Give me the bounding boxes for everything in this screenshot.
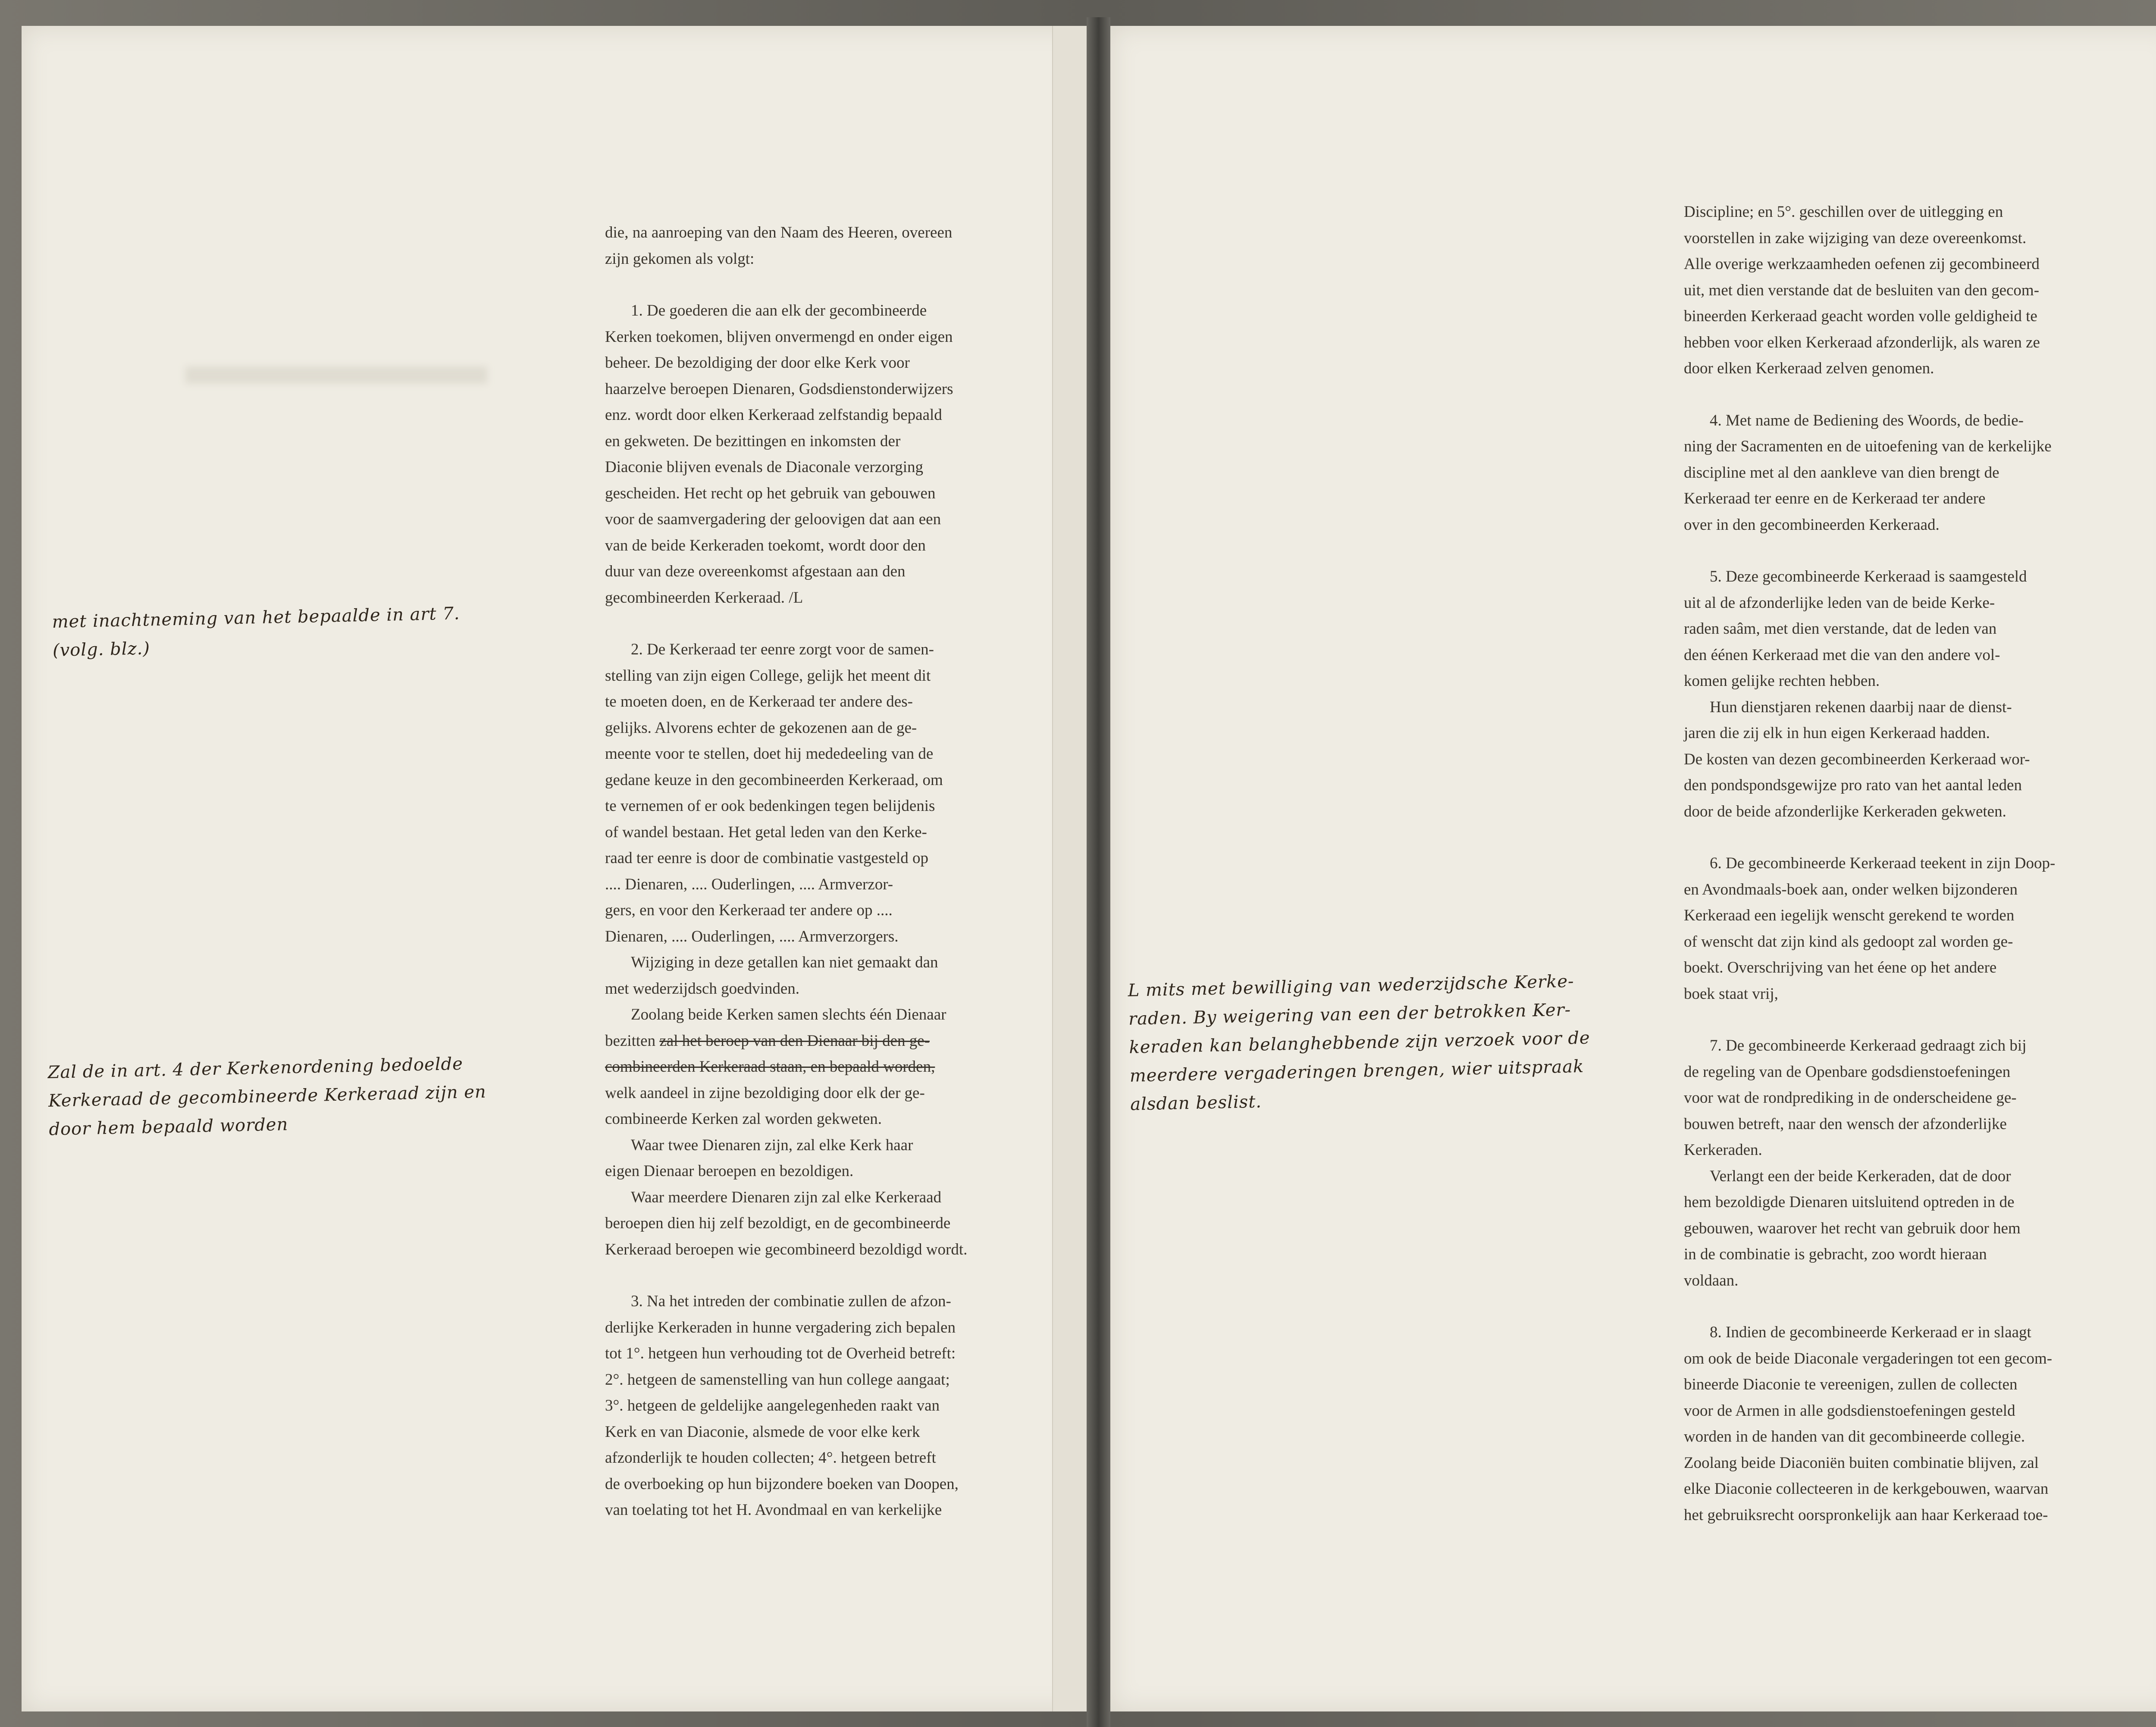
text-line: boek staat vrij,: [1684, 985, 1778, 1003]
handwritten-note-2: [47, 1047, 601, 1144]
text-line: Kerkeraad een iegelijk wenscht gerekend te worden: [1684, 907, 2015, 924]
text-line: voor wat de rondprediking in de onderscheidene ge-: [1684, 1089, 2017, 1107]
text-line: komen gelijke rechten hebben.: [1684, 672, 1880, 690]
page-edge-strip: [1052, 26, 1087, 1711]
article-3-start: 3. Na het intreden der combinatie zullen de afzon-: [631, 1292, 951, 1310]
text-line: raden saâm, met dien verstande, dat de leden van: [1684, 620, 1997, 638]
text-line: het gebruiksrecht oorspronkelijk aan haar Kerkeraad toe-: [1684, 1506, 2048, 1524]
text-line: derlijke Kerkeraden in hunne vergadering zich bepalen: [605, 1318, 956, 1336]
text-line: den éénen Kerkeraad met die van den andere vol-: [1684, 646, 2000, 664]
text-line: De kosten van dezen gecombineerden Kerkeraad wor-: [1684, 750, 2030, 768]
text-line: bineerden Kerkeraad geacht worden volle geldigheid te: [1684, 307, 2037, 325]
text-line: eigen Dienaar beroepen en bezoldigen.: [605, 1162, 854, 1180]
text-line: stelling van zijn eigen College, gelijk het meent dit: [605, 666, 931, 685]
text-line: Diaconie blijven evenals de Diaconale verzorging: [605, 458, 923, 476]
text-line: combineerden Kerkeraad staan, en bepaald worden,: [605, 1058, 935, 1076]
text-line: en gekweten. De bezittingen en inkomsten der: [605, 432, 901, 450]
text-line: uit al de afzonderlijke leden van de beide Kerke-: [1684, 594, 1995, 612]
text-line: gescheiden. Het recht op het gebruik van gebouwen: [605, 484, 936, 502]
text-line: Kerkeraad ter eenre en de Kerkeraad ter andere: [1684, 490, 1986, 507]
text-line: Kerkeraden.: [1684, 1141, 1762, 1159]
text-line: of wenscht dat zijn kind als gedoopt zal worden ge-: [1684, 932, 2013, 951]
text-line: gers, en voor den Kerkeraad ter andere op ....: [605, 901, 893, 919]
text-line: door elken Kerkeraad zelven genomen.: [1684, 360, 1934, 377]
text-line: de regeling van de Openbare godsdienstoefeningen: [1684, 1063, 2011, 1081]
article-8-start: 8. Indien de gecombineerde Kerkeraad er in slaagt: [1710, 1323, 2031, 1341]
handwritten-line: L mits met bewilliging van wederzijdsche Kerke-: [1128, 971, 1575, 1001]
text-line: te vernemen of er ook bedenkingen tegen belijdenis: [605, 797, 935, 815]
text-line: voldaan.: [1684, 1271, 1739, 1289]
text-line-with-strike: bezitten zal het beroep van den Dienaar bij den ge-: [605, 1032, 930, 1050]
text-line: den pondspondsgewijze pro rato van het aantal leden: [1684, 776, 2022, 794]
text-line: hebben voor elken Kerkeraad afzonderlijk, als waren ze: [1684, 333, 2040, 351]
text-line: enz. wordt door elken Kerkeraad zelfstandig bepaald: [605, 406, 942, 424]
text-line: Waar twee Dienaren zijn, zal elke Kerk haar: [631, 1136, 913, 1154]
right-printed-column: [1684, 199, 2117, 1528]
text-line: uit, met dien verstande dat de besluiten van den gecom-: [1684, 281, 2040, 299]
text-line: haarzelve beroepen Dienaren, Godsdienstonderwijzers: [605, 380, 953, 398]
handwritten-note-3: [1128, 965, 1687, 1119]
text-line: raad ter eenre is door de combinatie vastgesteld op: [605, 849, 928, 867]
text-line: van de beide Kerkeraden toekomt, wordt door den: [605, 536, 926, 554]
text-line: tot 1°. hetgeen hun verhouding tot de Overheid betreft:: [605, 1345, 956, 1362]
text-line: gelijks. Alvorens echter de gekozenen aan de ge-: [605, 719, 917, 737]
text-line: beheer. De bezoldiging der door elke Kerk voor: [605, 354, 910, 372]
text-line: hem bezoldigde Dienaren uitsluitend optreden in de: [1684, 1193, 2015, 1211]
text-line: discipline met al den aankleve van dien brengt de: [1684, 463, 1999, 482]
article-4-start: 4. Met name de Bediening des Woords, de bedie-: [1710, 411, 2024, 429]
handwritten-line: raden. By weigering van een der betrokken Ker-: [1128, 1000, 1571, 1029]
handwritten-line: met inachtneming van het bepaalde in art 7.: [52, 604, 460, 632]
text-line: boekt. Overschrijving van het éene op het andere: [1684, 959, 1997, 976]
text-line: jaren die zij elk in hun eigen Kerkeraad hadden.: [1684, 724, 1990, 742]
text-line: en Avondmaals-boek aan, onder welken bijzonderen: [1684, 880, 2018, 898]
text-line: gedane keuze in den gecombineerden Kerkeraad, om: [605, 771, 943, 789]
struck-text: zal het beroep van den Dienaar bij den ge-: [659, 1032, 930, 1050]
book-gutter: [1087, 17, 1110, 1727]
text-line: Zoolang beide Kerken samen slechts één Dienaar: [631, 1006, 946, 1023]
article-2-start: 2. De Kerkeraad ter eenre zorgt voor de samen-: [631, 641, 934, 658]
article-5-start: 5. Deze gecombineerde Kerkeraad is saamgesteld: [1710, 568, 2027, 585]
text-line: voor de Armen in alle godsdienstoefeningen gesteld: [1684, 1402, 2015, 1420]
text-line: ning der Sacramenten en de uitoefening van de kerkelijke: [1684, 438, 2052, 455]
text-line: te moeten doen, en de Kerkeraad ter andere des-: [605, 693, 913, 710]
handwritten-line: door hem bepaald worden: [48, 1114, 288, 1139]
text-line: bouwen betreft, naar den wensch der afzonderlijke: [1684, 1115, 2007, 1133]
text-line: voorstellen in zake wijziging van deze overeenkomst.: [1684, 229, 2027, 247]
handwritten-line: alsdan beslist.: [1130, 1092, 1262, 1114]
text-line: Waar meerdere Dienaren zijn zal elke Kerkeraad: [631, 1188, 942, 1206]
text-line: gecombineerden Kerkeraad. /L: [605, 588, 803, 607]
text-line: gebouwen, waarover het recht van gebruik door hem: [1684, 1219, 2021, 1237]
text-line: met wederzijdsch goedvinden.: [605, 979, 800, 998]
text-line: van toelating tot het H. Avondmaal en van kerkelijke: [605, 1501, 942, 1519]
text-line: Zoolang beide Diaconiën buiten combinatie blijven, zal: [1684, 1454, 2039, 1472]
text-line: Hun dienstjaren rekenen daarbij naar de dienst-: [1710, 698, 2012, 716]
faded-offset-print: [185, 366, 487, 384]
text-line: om ook de beide Diaconale vergaderingen tot een gecom-: [1684, 1349, 2053, 1367]
text-line: 3°. hetgeen de geldelijke aangelegenheden raakt van: [605, 1397, 940, 1414]
handwritten-line: (volg. blz.): [52, 638, 150, 660]
text-line: Verlangt een der beide Kerkeraden, dat de door: [1710, 1167, 2011, 1185]
text-line: welk aandeel in zijne bezoldiging door elk der ge-: [605, 1084, 925, 1102]
text-line: de overboeking op hun bijzondere boeken van Doopen,: [605, 1475, 959, 1493]
text-line: Kerkeraad beroepen wie gecombineerd bezoldigd wordt.: [605, 1240, 968, 1258]
handwritten-line: meerdere vergaderingen brengen, wier uitspraak: [1129, 1056, 1584, 1086]
text-line: Dienaren, .... Ouderlingen, .... Armverzorgers.: [605, 927, 899, 945]
handwritten-line: Zal de in art. 4 der Kerkenordening bedoelde: [47, 1054, 464, 1083]
text-line: worden in de handen van dit gecombineerde collegie.: [1684, 1428, 2025, 1445]
text-line: Kerk en van Diaconie, alsmede de voor elke kerk: [605, 1423, 920, 1441]
text-line: .... Dienaren, .... Ouderlingen, .... Armverzor-: [605, 875, 893, 893]
text-line: in de combinatie is gebracht, zoo wordt hieraan: [1684, 1245, 1987, 1263]
handwritten-line: keraden kan belanghebbende zijn verzoek voor de: [1128, 1028, 1591, 1057]
article-6-start: 6. De gecombineerde Kerkeraad teekent in zijn Doop-: [1710, 854, 2056, 872]
text-line: zijn gekomen als volgt:: [605, 250, 755, 268]
text-line: duur van deze overeenkomst afgestaan aan den: [605, 563, 906, 580]
text-line: afzonderlijk te houden collecten; 4°. hetgeen betreft: [605, 1449, 936, 1467]
text-line: die, na aanroeping van den Naam des Heeren, overeen: [605, 224, 953, 241]
article-1-start: 1. De goederen die aan elk der gecombineerde: [631, 302, 927, 319]
text-line: elke Diaconie collecteeren in de kerkgebouwen, waarvan: [1684, 1480, 2049, 1498]
text-line: 2°. hetgeen de samenstelling van hun college aangaat;: [605, 1370, 950, 1389]
text-line: voor de saamvergadering der geloovigen dat aan een: [605, 510, 941, 528]
handwritten-line: Kerkeraad de gecombineerde Kerkeraad zijn en: [48, 1082, 487, 1111]
text-line: Discipline; en 5°. geschillen over de uitlegging en: [1684, 203, 2003, 221]
left-printed-column: [605, 220, 1036, 1524]
text-line: Kerken toekomen, blijven onvermengd en onder eigen: [605, 328, 953, 346]
text-line: Alle overige werkzaamheden oefenen zij gecombineerd: [1684, 255, 2040, 273]
text-line: meente voor te stellen, doet hij mededeeling van de: [605, 745, 934, 763]
text-line: of wandel bestaan. Het getal leden van den Kerke-: [605, 823, 927, 841]
text-line: door de beide afzonderlijke Kerkeraden gekweten.: [1684, 802, 2006, 820]
article-7-start: 7. De gecombineerde Kerkeraad gedraagt zich bij: [1710, 1037, 2027, 1054]
text-line: beroepen dien hij zelf bezoldigt, en de gecombineerde: [605, 1214, 951, 1232]
text-line: Wijziging in deze getallen kan niet gemaakt dan: [631, 954, 938, 971]
text-line: combineerde Kerken zal worden gekweten.: [605, 1110, 882, 1128]
text-line: bineerde Diaconie te vereenigen, zullen de collecten: [1684, 1376, 2018, 1393]
text-line: over in den gecombineerden Kerkeraad.: [1684, 516, 1940, 534]
handwritten-note-1: [52, 597, 592, 665]
